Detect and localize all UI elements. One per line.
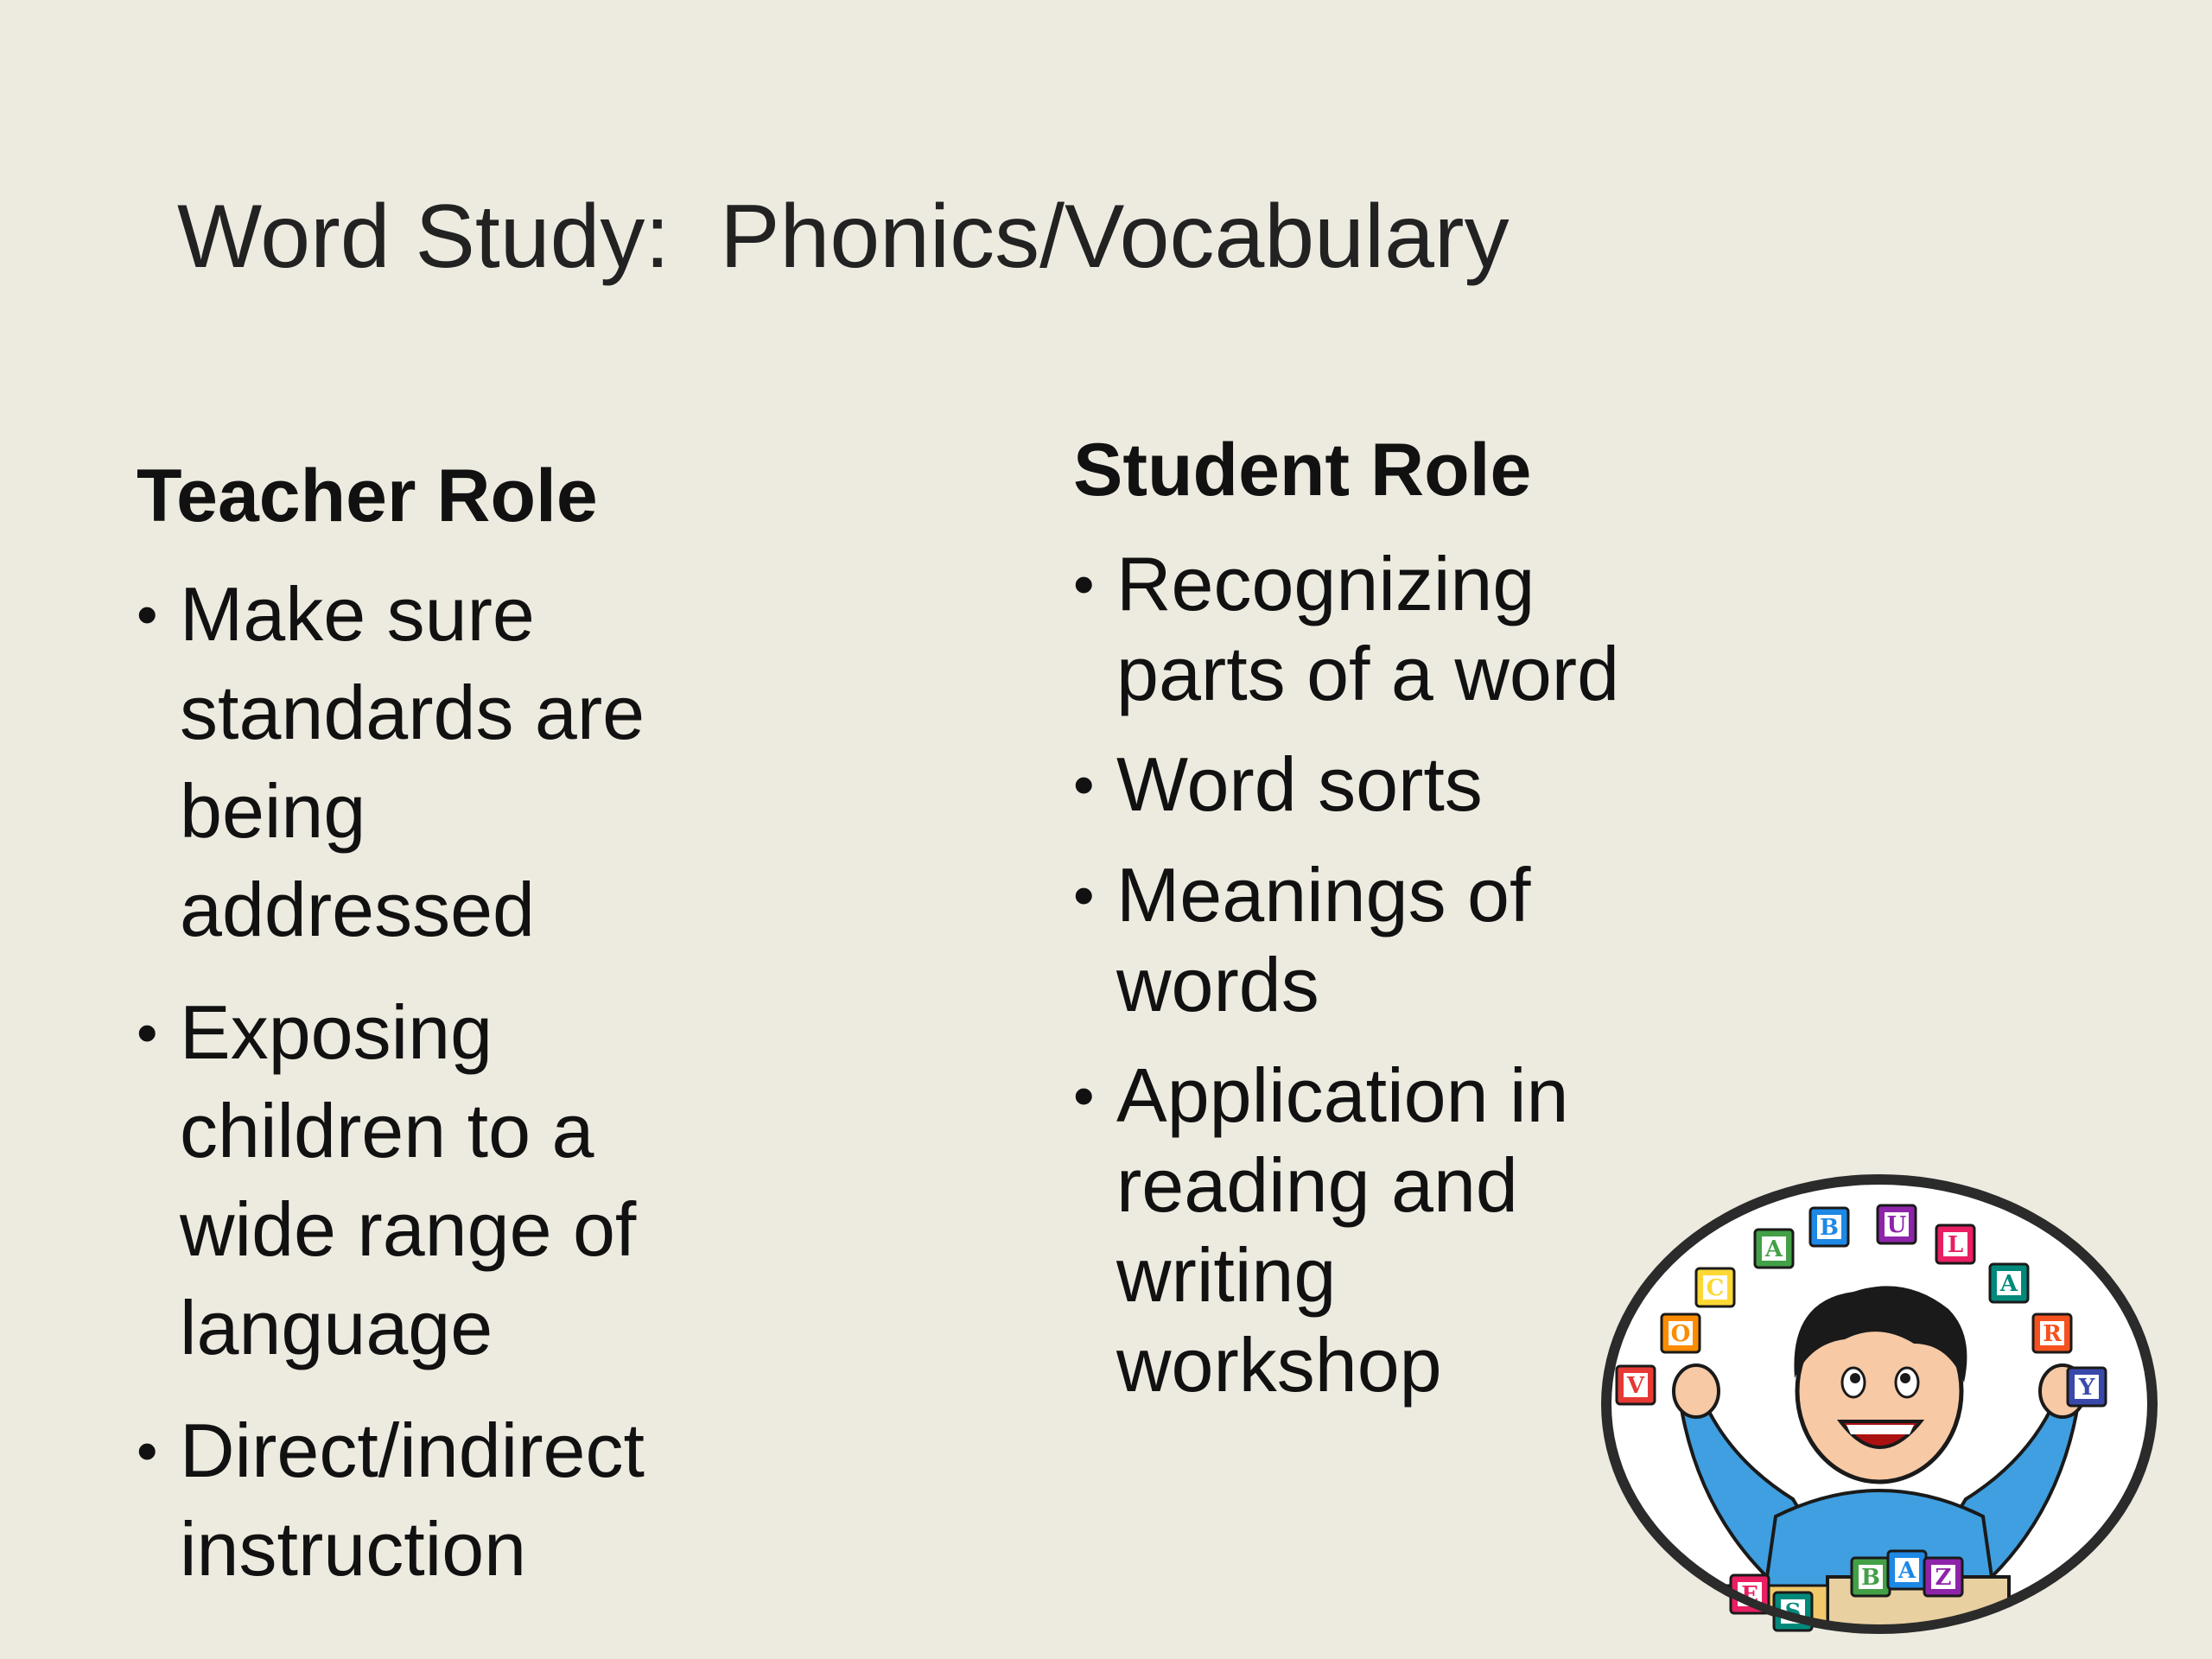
- list-item: • Make sure standards are being addressed: [137, 565, 715, 959]
- letter-block-text: L: [1947, 1232, 1964, 1258]
- slide-title: Word Study: Phonics/Vocabulary: [177, 187, 1510, 287]
- letter-block-text: V: [1626, 1373, 1645, 1399]
- letter-block-text: E: [1741, 1582, 1758, 1608]
- letter-block-text: S: [1784, 1599, 1802, 1625]
- teacher-role-heading: Teacher Role: [137, 454, 598, 537]
- letter-block-text: A: [1764, 1236, 1783, 1262]
- list-item: • Meanings of words: [1073, 850, 1600, 1030]
- letter-block-text: U: [1886, 1212, 1907, 1238]
- letter-block-text: B: [1820, 1215, 1839, 1241]
- student-role-heading: Student Role: [1073, 429, 1532, 512]
- vocabulary-boy-blocks-icon: [1594, 1171, 2164, 1637]
- list-item: • Recognizing parts of a word: [1073, 539, 1704, 719]
- list-item: • Application in reading and writing workshop: [1073, 1051, 1652, 1410]
- list-item: • Word sorts: [1073, 740, 1704, 830]
- letter-block-text: A: [1999, 1271, 2018, 1297]
- letter-block-text: Y: [2078, 1375, 2095, 1401]
- letter-block-text: A: [1897, 1558, 1916, 1584]
- teacher-role-column: [137, 454, 1001, 1623]
- teacher-role-list: [137, 565, 1001, 1599]
- letter-block-text: C: [1706, 1275, 1725, 1301]
- letter-block-text: Z: [1935, 1565, 1952, 1591]
- letter-block-text: R: [2043, 1321, 2062, 1347]
- list-item: • Exposing children to a wide range of language: [137, 983, 664, 1377]
- list-item: • Direct/indirect instruction: [137, 1402, 785, 1599]
- letter-block-text: O: [1670, 1321, 1691, 1347]
- letter-block-text: B: [1861, 1565, 1880, 1591]
